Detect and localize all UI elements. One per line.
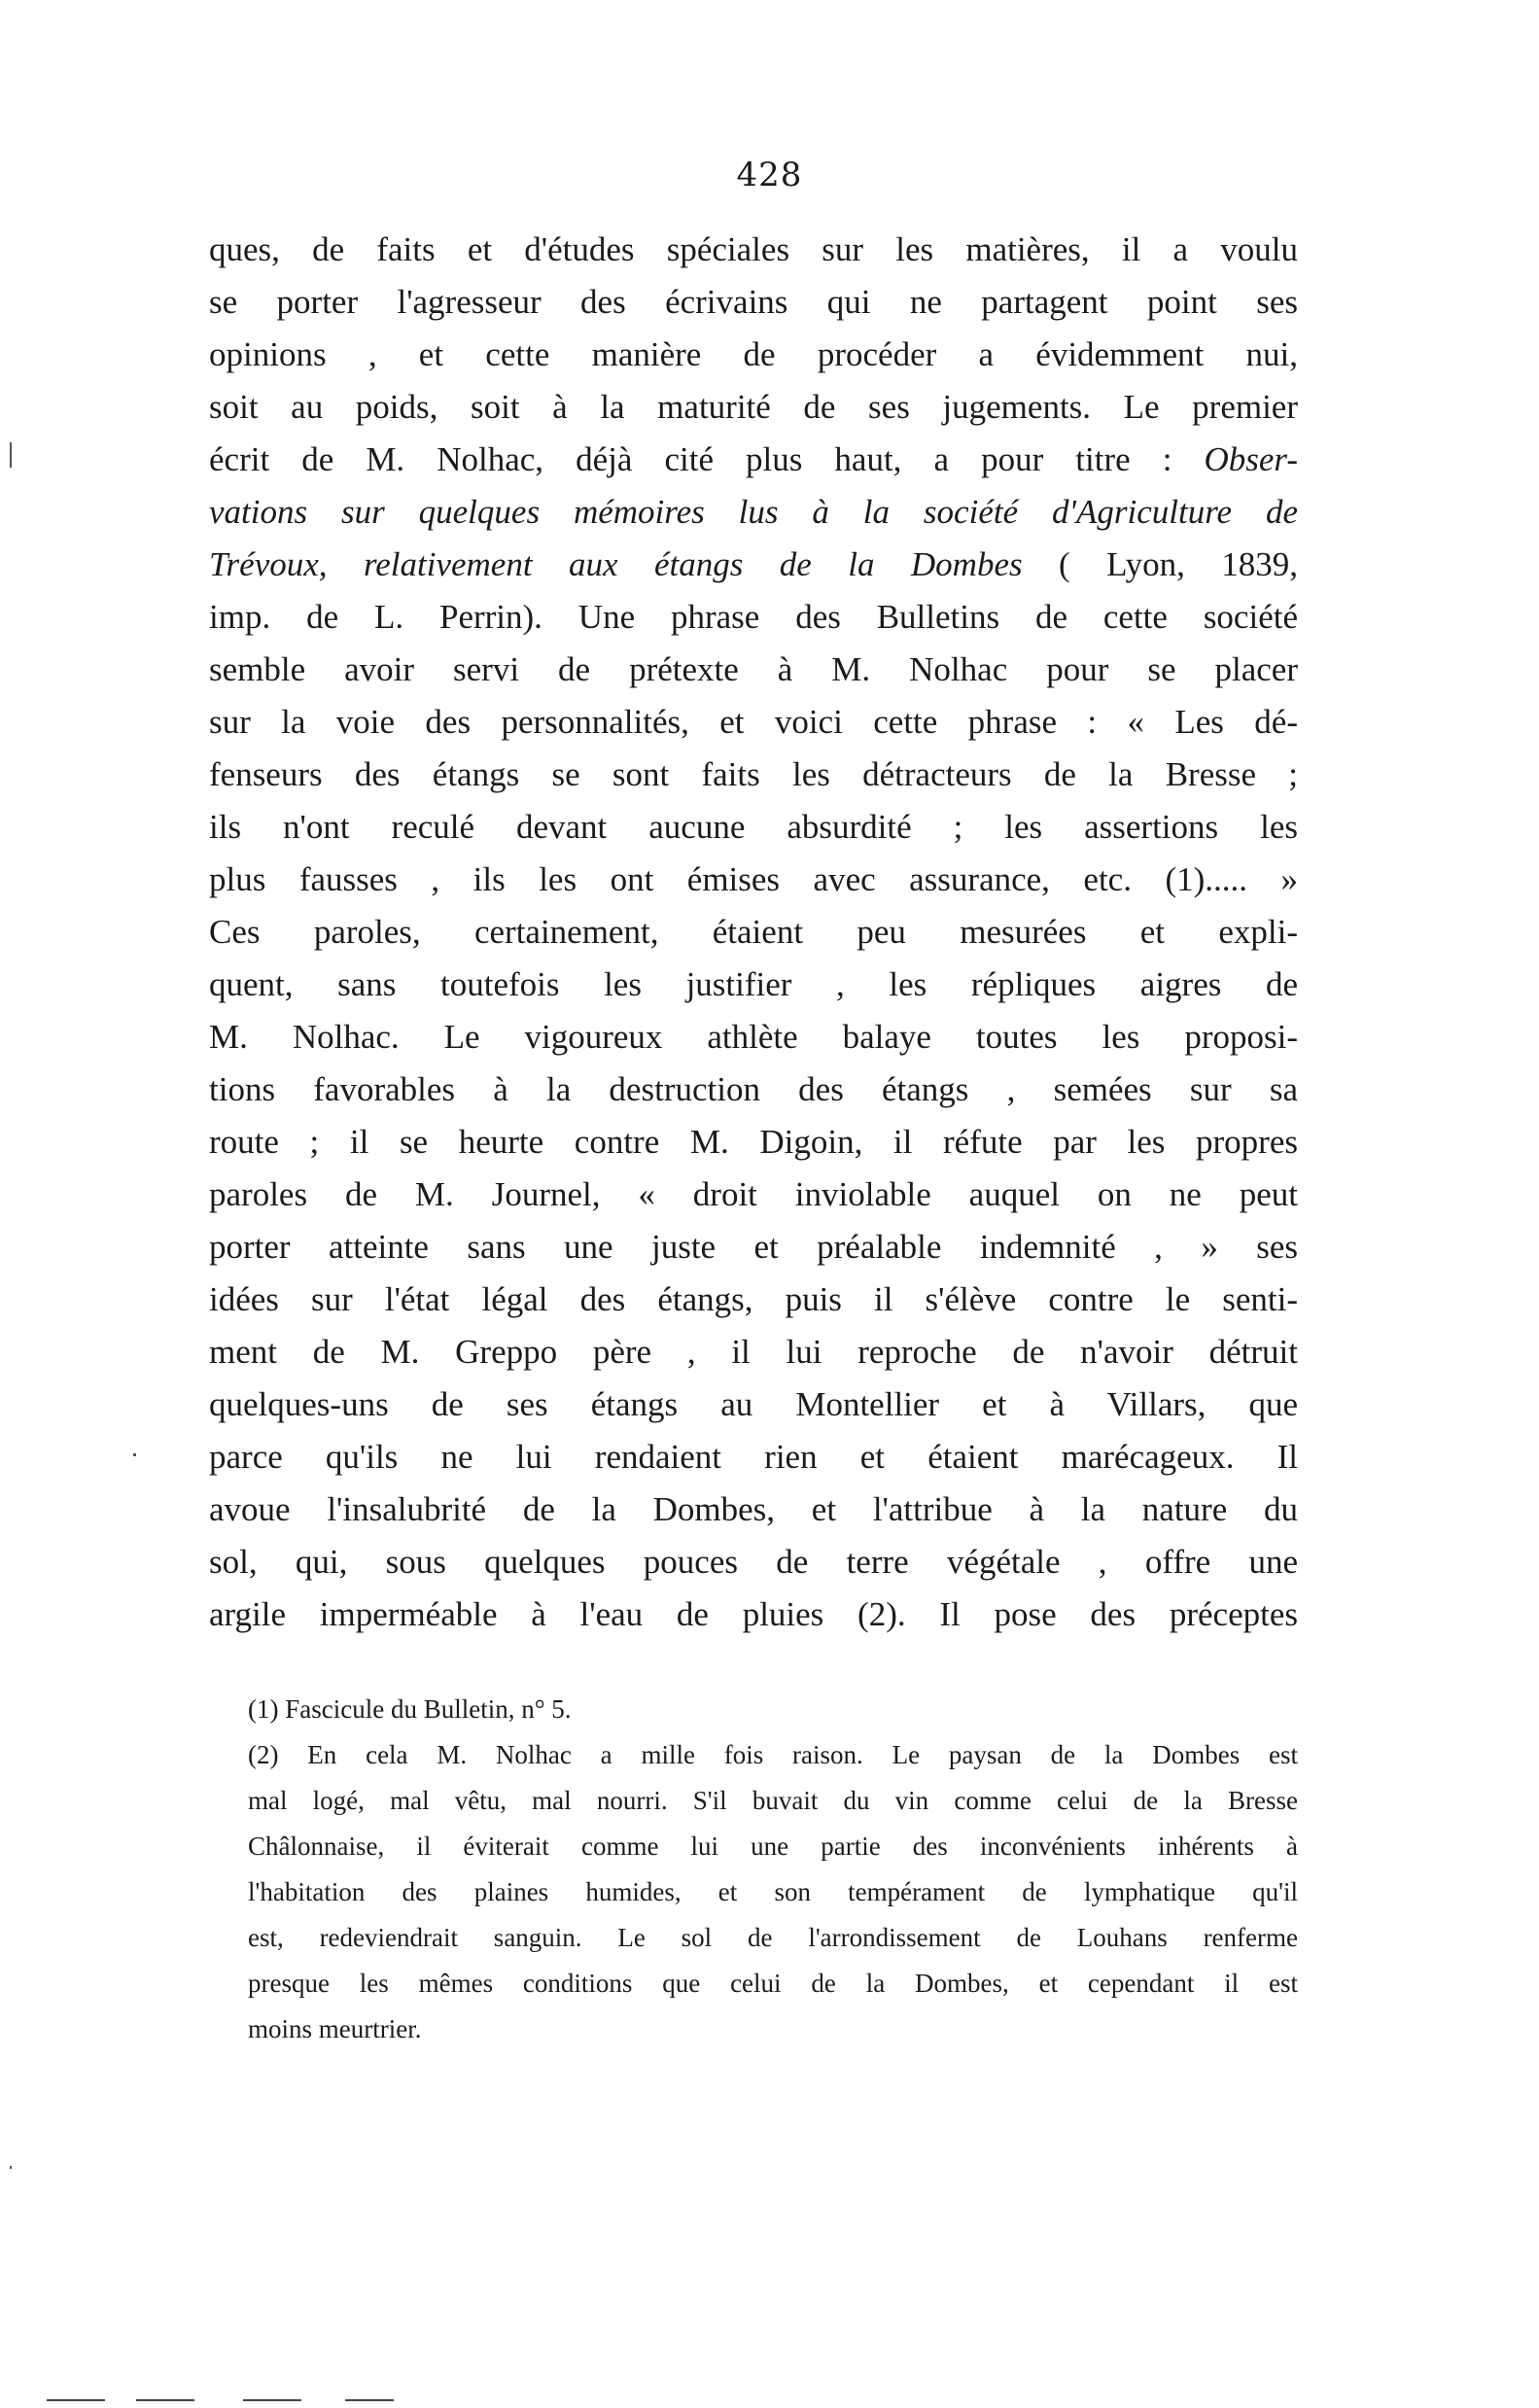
- footnote-2-line: presque les mêmes conditions que celui de la Dombes, et cependant il est: [248, 1969, 1298, 1998]
- italic-title-start: Obser-: [1204, 440, 1298, 478]
- margin-mark: [10, 442, 12, 468]
- body-line: idées sur l'état légal des étangs, puis il s'élève contre le senti-: [209, 1280, 1298, 1318]
- margin-speck: [133, 1453, 136, 1456]
- body-line: argile imperméable à l'eau de pluies (2). Il pose des préceptes: [209, 1595, 1298, 1633]
- bottom-edge-dash: [345, 2399, 394, 2401]
- body-line: ques, de faits et d'études spéciales sur les matières, il a voulu: [209, 230, 1298, 268]
- body-line: se porter l'agresseur des écrivains qui ne partagent point ses: [209, 283, 1298, 321]
- footnote-2-line: est, redeviendrait sanguin. Le sol de l'arrondissement de Louhans renferme: [248, 1923, 1298, 1952]
- body-line: opinions , et cette manière de procéder a évidemment nui,: [209, 335, 1298, 373]
- footnotes: [248, 1687, 1298, 2052]
- body-line-italic: vations sur quelques mémoires lus à la société d'Agriculture de: [209, 493, 1298, 531]
- body-line: paroles de M. Journel, « droit inviolable auquel on ne peut: [209, 1175, 1298, 1213]
- body-text: [209, 224, 1298, 1641]
- body-line: porter atteinte sans une juste et préalable indemnité , » ses: [209, 1228, 1298, 1266]
- footnote-2-line: (2) En cela M. Nolhac a mille fois raison. Le paysan de la Dombes est: [248, 1740, 1298, 1769]
- body-line: sur la voie des personnalités, et voici cette phrase : « Les dé-: [209, 703, 1298, 741]
- body-line: fenseurs des étangs se sont faits les détracteurs de la Bresse ;: [209, 755, 1298, 793]
- body-line: quent, sans toutefois les justifier , les répliques aigres de: [209, 965, 1298, 1003]
- body-line: [209, 539, 1298, 591]
- body-line: avoue l'insalubrité de la Dombes, et l'attribue à la nature du: [209, 1490, 1298, 1528]
- footnote-2-line: l'habitation des plaines humides, et son tempérament de lymphatique qu'il: [248, 1877, 1298, 1906]
- body-line-text: ( Lyon, 1839,: [1022, 545, 1298, 583]
- body-line: imp. de L. Perrin). Une phrase des Bulletins de cette société: [209, 598, 1298, 636]
- italic-title-end: Trévoux, relativement aux étangs de la Dombes: [209, 545, 1023, 583]
- bottom-edge-dash: [243, 2399, 301, 2401]
- margin-speck: [10, 2166, 12, 2169]
- body-line: parce qu'ils ne lui rendaient rien et étaient marécageux. Il: [209, 1438, 1298, 1476]
- body-line: Ces paroles, certainement, étaient peu mesurées et expli-: [209, 913, 1298, 951]
- body-line: sol, qui, sous quelques pouces de terre végétale , offre une: [209, 1543, 1298, 1581]
- body-line: route ; il se heurte contre M. Digoin, il réfute par les propres: [209, 1123, 1298, 1161]
- footnote-2-line: Châlonnaise, il éviterait comme lui une partie des inconvénients inhérents à: [248, 1832, 1298, 1861]
- footnote-2-line: mal logé, mal vêtu, mal nourri. S'il buvait du vin comme celui de la Bresse: [248, 1786, 1298, 1815]
- body-line: tions favorables à la destruction des étangs , semées sur sa: [209, 1070, 1298, 1108]
- body-line-text: écrit de M. Nolhac, déjà cité plus haut, a pour titre :: [209, 440, 1205, 478]
- body-line: ils n'ont reculé devant aucune absurdité ; les assertions les: [209, 808, 1298, 846]
- body-line: soit au poids, soit à la maturité de ses jugements. Le premier: [209, 388, 1298, 426]
- body-line: quelques-uns de ses étangs au Montellier et à Villars, que: [209, 1385, 1298, 1423]
- body-line: plus fausses , ils les ont émises avec assurance, etc. (1)..... »: [209, 860, 1298, 898]
- page-number: 428: [736, 156, 803, 194]
- footnote-2-line: moins meurtrier.: [248, 2014, 422, 2043]
- body-line: ment de M. Greppo père , il lui reproche de n'avoir détruit: [209, 1333, 1298, 1371]
- footnote-1: (1) Fascicule du Bulletin, n° 5.: [248, 1694, 572, 1724]
- bottom-edge-dash: [136, 2399, 194, 2401]
- body-line: semble avoir servi de prétexte à M. Nolhac pour se placer: [209, 650, 1298, 688]
- bottom-edge-dash: [47, 2399, 105, 2401]
- body-line: M. Nolhac. Le vigoureux athlète balaye toutes les proposi-: [209, 1018, 1298, 1056]
- body-line: [209, 434, 1298, 486]
